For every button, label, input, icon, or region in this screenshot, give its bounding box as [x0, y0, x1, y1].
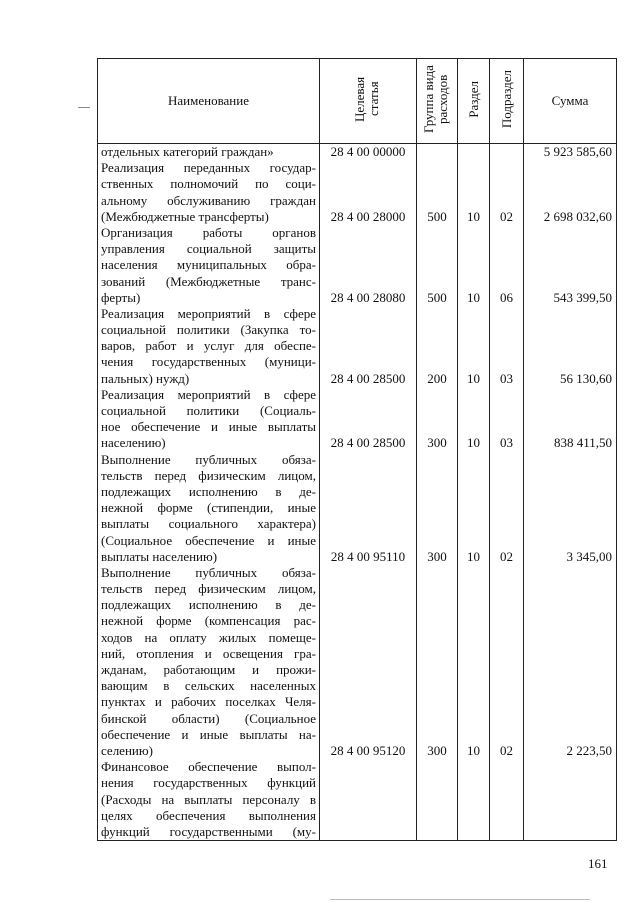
row-target-article [320, 759, 417, 840]
row-name-line: пальных) нужд) [101, 370, 190, 386]
header-target-article: Целевая статья [320, 59, 417, 144]
row-name [98, 565, 320, 759]
row-name-line: Организация работы органов [101, 224, 316, 240]
row-subsection: 02 [490, 160, 524, 225]
row-name-line: варов, работ и услуг для обеспе- [101, 338, 316, 354]
row-name-line: ственных полномочий по соци- [101, 176, 316, 192]
row-subsection [490, 144, 524, 161]
row-expense-group [417, 759, 458, 840]
row-subsection: 02 [490, 565, 524, 759]
row-name-line: нежной форме (компенсация рас- [101, 613, 316, 629]
row-section: 10 [458, 387, 490, 452]
row-section: 10 [458, 452, 490, 565]
row-target-article: 28 4 00 95110 [320, 452, 417, 565]
table-row [98, 144, 617, 161]
row-name [98, 306, 320, 387]
table-row [98, 387, 617, 452]
row-name-line: населению) [101, 435, 166, 451]
table-row [98, 452, 617, 565]
row-name-line: бинской области) (Социальное [101, 710, 316, 726]
row-target-article: 28 4 00 95120 [320, 565, 417, 759]
row-name-line: чения государственных (муници- [101, 354, 316, 370]
row-section [458, 759, 490, 840]
table-row [98, 565, 617, 759]
row-name-line: ходов на оплату жилых помеще- [101, 629, 316, 645]
page-number: 161 [588, 856, 608, 871]
row-name [98, 144, 320, 161]
row-section: 10 [458, 306, 490, 387]
row-expense-group: 300 [417, 565, 458, 759]
row-sum: 56 130,60 [524, 306, 617, 387]
row-name-line: выплаты населению) [101, 548, 218, 564]
bottom-rule [330, 899, 590, 900]
row-name-line: подлежащих исполнению в де- [101, 483, 316, 499]
table-row [98, 759, 617, 840]
row-name-line: социальной политики (Социаль- [101, 403, 316, 419]
row-name-line: целях обеспечения выполнения [101, 807, 316, 823]
row-subsection: 03 [490, 387, 524, 452]
row-target-article: 28 4 00 28500 [320, 387, 417, 452]
row-sum: 3 345,00 [524, 452, 617, 565]
row-name-line: функций государственными (му- [101, 823, 316, 839]
row-expense-group [417, 144, 458, 161]
row-target-article: 28 4 00 28500 [320, 306, 417, 387]
row-target-article: 28 4 00 28080 [320, 225, 417, 306]
row-target-article: 28 4 00 28000 [320, 160, 417, 225]
row-name-line: Финансовое обеспечение выпол- [101, 759, 316, 775]
header-subsection: Подраздел [490, 59, 524, 144]
row-sum: 2 698 032,60 [524, 160, 617, 225]
table-row [98, 225, 617, 306]
row-sum: 2 223,50 [524, 565, 617, 759]
row-name-line: (Социальное обеспечение и иные [101, 532, 316, 548]
row-expense-group: 300 [417, 452, 458, 565]
budget-table [97, 58, 617, 841]
row-name [98, 387, 320, 452]
row-name [98, 160, 320, 225]
row-subsection: 06 [490, 225, 524, 306]
row-name-line: зований (Межбюджетные транс- [101, 273, 316, 289]
row-sum [524, 759, 617, 840]
table-header-row [98, 59, 617, 144]
row-name-line: Реализация переданных государ- [101, 160, 316, 176]
row-sum: 5 923 585,60 [524, 144, 617, 161]
row-section: 10 [458, 160, 490, 225]
row-name-line: управления социальной защиты [101, 241, 316, 257]
table-row [98, 160, 617, 225]
row-name-line: выплаты социального характера) [101, 516, 316, 532]
row-name-line: Реализация мероприятий в сфере [101, 305, 316, 321]
row-name-line: отдельных категорий граждан» [101, 144, 274, 159]
row-name-line: обеспечение и иные выплаты на- [101, 726, 316, 742]
row-name [98, 759, 320, 840]
margin-mark [78, 107, 90, 108]
row-name-line: (Межбюджетные трансферты) [101, 208, 269, 224]
row-name-line: нежной форме (стипендии, иные [101, 500, 316, 516]
row-name-line: населения муниципальных обра- [101, 257, 316, 273]
row-expense-group: 200 [417, 306, 458, 387]
row-name [98, 225, 320, 306]
row-name-line: социальной политики (Закупка то- [101, 322, 316, 338]
row-subsection: 02 [490, 452, 524, 565]
row-name-line: тельств перед физическим лицом, [101, 581, 316, 597]
row-name-line: ний, отопления и освещения гра- [101, 645, 316, 661]
row-section [458, 144, 490, 161]
row-name-line: ное обеспечение и иные выплаты [101, 419, 316, 435]
row-sum: 543 399,50 [524, 225, 617, 306]
row-expense-group: 500 [417, 160, 458, 225]
row-expense-group: 300 [417, 387, 458, 452]
header-section: Раздел [458, 59, 490, 144]
row-name-line: селению) [101, 742, 153, 758]
row-sum: 838 411,50 [524, 387, 617, 452]
row-name-line: альному обслуживанию граждан [101, 192, 316, 208]
row-name-line: ферты) [101, 289, 141, 305]
row-name-line: (Расходы на выплаты персоналу в [101, 791, 316, 807]
row-target-article: 28 4 00 00000 [320, 144, 417, 161]
row-name-line: подлежащих исполнению в де- [101, 597, 316, 613]
row-name-line: нения государственных функций [101, 775, 316, 791]
header-sum: Сумма [524, 59, 617, 144]
row-name-line: вающим в сельских населенных [101, 678, 316, 694]
table-body [98, 144, 617, 841]
row-section: 10 [458, 565, 490, 759]
row-name-line: Выполнение публичных обяза- [101, 451, 316, 467]
header-name: Наименование [98, 59, 320, 144]
row-subsection: 03 [490, 306, 524, 387]
header-expense-group: Группа вида расходов [417, 59, 458, 144]
row-name-line: жданам, работающим и прожи- [101, 662, 316, 678]
row-expense-group: 500 [417, 225, 458, 306]
row-name-line: Выполнение публичных обяза- [101, 564, 316, 580]
row-name-line: тельств перед физическим лицом, [101, 467, 316, 483]
row-name-line: Реализация мероприятий в сфере [101, 386, 316, 402]
row-subsection [490, 759, 524, 840]
row-name [98, 452, 320, 565]
table-row [98, 306, 617, 387]
row-name-line: пунктах и рабочих поселках Челя- [101, 694, 316, 710]
row-section: 10 [458, 225, 490, 306]
